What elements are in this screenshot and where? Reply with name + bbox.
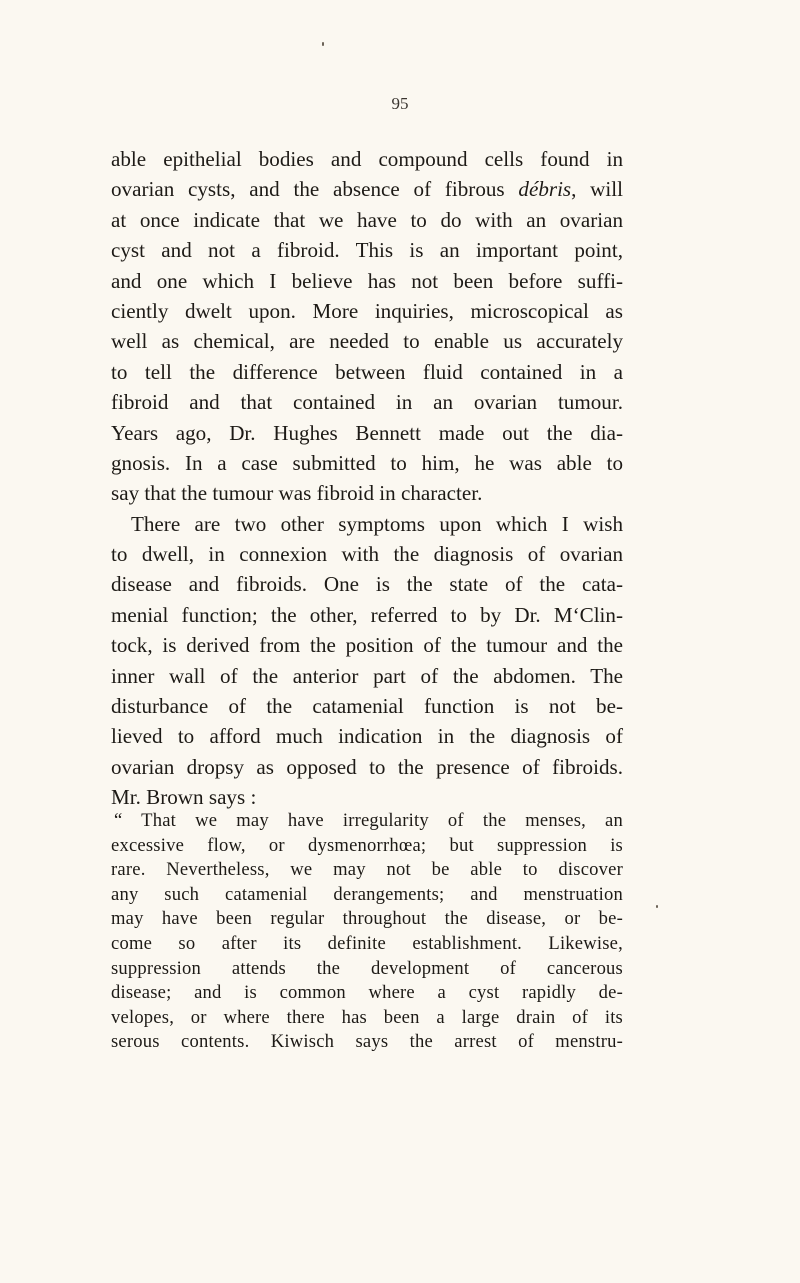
text-line: ovarian dropsy as opposed to the presence of fibroids. [111,754,623,779]
text-fragment: , will [571,177,623,202]
text-line: lieved to afford much indication in the diagnosis of [111,724,623,749]
body-text [111,144,623,813]
text-line: inner wall of the anterior part of the abdomen. The [111,663,623,688]
text-line [111,174,623,204]
text-fragment: ovarian cysts, and the absence of fibrous [111,177,519,202]
quote-line: suppression attends the development of cancerous [111,957,623,979]
text-line: There are two other symptoms upon which I wish [131,511,623,536]
page-number: 95 [391,94,409,113]
quote-line: “ That we may have irregularity of the menses, an [114,810,623,831]
text-line: at once indicate that we have to do with an ovarian [111,207,623,232]
quote-line: may have been regular throughout the disease, or be- [111,908,623,930]
quote-line: any such catamenial derangements; and menstruation [111,883,623,905]
text-line: tock, is derived from the position of the tumour and the [111,633,623,658]
block-quote [111,809,623,1055]
text-line: gnosis. In a case submitted to him, he was able to [111,450,623,475]
text-line: able epithelial bodies and compound cells found in [111,147,623,171]
text-line: and one which I believe has not been before suffi- [111,268,623,293]
text-line: say that the tumour was fibroid in character. [111,481,483,506]
text-line: menial function; the other, referred to by Dr. M‘Clin- [111,602,623,627]
quote-line: velopes, or where there has been a large drain of its [111,1006,623,1028]
text-line: to dwell, in connexion with the diagnosis of ovarian [111,542,623,567]
text-line: disturbance of the catamenial function is not be- [111,694,623,719]
text-line: ciently dwelt upon. More inquiries, microscopical as [111,298,623,323]
quote-line: excessive flow, or dysmenorrhœa; but suppression is [111,834,623,856]
print-speck [656,905,658,908]
text-line: Years ago, Dr. Hughes Bennett made out the dia- [111,420,623,445]
text-line: disease and fibroids. One is the state of the cata- [111,572,623,597]
italic-term: débris [518,177,572,202]
quote-line: disease; and is common where a cyst rapidly de- [111,982,623,1004]
print-speck [322,42,324,46]
quote-line: rare. Nevertheless, we may not be able to discover [111,859,623,881]
quote-line: serous contents. Kiwisch says the arrest of menstru- [111,1031,623,1053]
text-line: Mr. Brown says : [111,785,257,810]
text-line: to tell the difference between fluid contained in a [111,359,623,384]
text-line: cyst and not a fibroid. This is an important point, [111,238,623,263]
text-line: well as chemical, are needed to enable us accurately [111,329,623,354]
quote-line: come so after its definite establishment. Likewise, [111,932,623,954]
text-line: fibroid and that contained in an ovarian tumour. [111,390,623,415]
